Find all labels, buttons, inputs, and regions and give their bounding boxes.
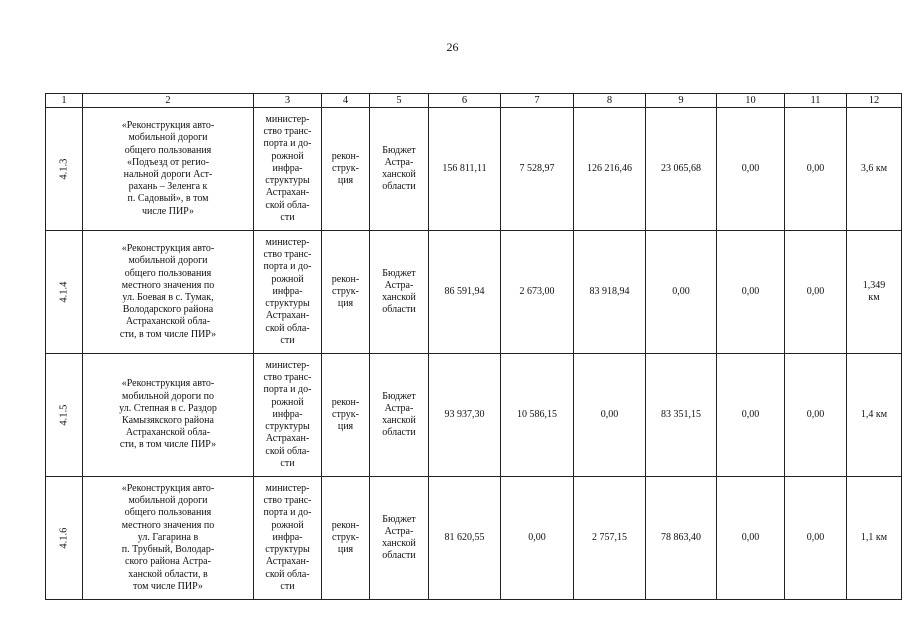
text-line: порта и до-	[263, 261, 312, 273]
text-line: струк-	[332, 531, 359, 543]
text-line: инфра-	[272, 408, 303, 420]
text-line: мобильной дороги	[128, 132, 208, 144]
text-line: 1,1 км	[860, 531, 888, 543]
text-line: «Реконструкция авто-	[121, 243, 215, 255]
work-type-cell	[322, 354, 370, 477]
text-line: ство транс-	[263, 372, 312, 384]
text-line: инфра-	[272, 531, 303, 543]
value-cell-11: 0,00	[785, 108, 847, 231]
value-cell-7: 7 528,97	[501, 108, 574, 231]
text-line: рожной	[271, 519, 304, 531]
text-line: области	[382, 181, 416, 193]
text-line: Астрахан-	[265, 187, 310, 199]
value-cell-10: 0,00	[717, 231, 785, 354]
object-name-cell	[83, 108, 254, 231]
table-row	[46, 231, 902, 354]
table-body	[46, 94, 902, 600]
column-header-1: 1	[46, 94, 83, 108]
object-name-cell	[83, 231, 254, 354]
text-line: числе ПИР»	[141, 205, 194, 217]
value-cell-6: 93 937,30	[429, 354, 501, 477]
text-line: местного значения по	[121, 279, 215, 291]
text-line: сти	[280, 211, 295, 223]
text-line: Бюджет	[382, 390, 416, 402]
text-line: 1,349	[862, 279, 886, 291]
text-line: общего пользования	[124, 507, 212, 519]
row-id: 4.1.4	[57, 281, 69, 303]
text-line: порта и до-	[263, 138, 312, 150]
value-cell-11: 0,00	[785, 477, 847, 600]
length-cell	[847, 354, 902, 477]
text-line: сти	[280, 457, 295, 469]
text-line: структуры	[265, 544, 310, 556]
text-line: ханской	[382, 415, 416, 426]
row-id: 4.1.5	[57, 404, 69, 426]
text-line: рекон-	[331, 273, 360, 285]
text-line: ханской	[382, 169, 416, 180]
text-line: 1,4 км	[860, 408, 888, 420]
text-line: ул. Гагарина в	[137, 531, 199, 543]
column-header-10: 10	[717, 94, 785, 108]
text-line: нальной дороги Аст-	[123, 169, 213, 180]
text-line: мобильной дороги	[128, 495, 208, 507]
text-line: «Реконструкция авто-	[121, 120, 215, 132]
text-line: инфра-	[272, 285, 303, 297]
value-cell-9: 0,00	[646, 231, 717, 354]
column-header-12: 12	[847, 94, 902, 108]
text-line: ул. Боевая в с. Тумак,	[122, 292, 214, 303]
text-line: Астраханской обла-	[125, 427, 211, 439]
text-line: «Реконструкция авто-	[121, 483, 215, 495]
text-line: «Реконструкция авто-	[121, 378, 215, 390]
text-line: мобильной дороги по	[122, 390, 214, 402]
work-type-cell	[322, 231, 370, 354]
value-cell-11: 0,00	[785, 354, 847, 477]
row-id: 4.1.6	[57, 527, 69, 549]
value-cell-7: 10 586,15	[501, 354, 574, 477]
value-cell-9: 78 863,40	[646, 477, 717, 600]
column-header-11: 11	[785, 94, 847, 108]
text-line: п. Трубный, Володар-	[121, 544, 215, 556]
column-header-4: 4	[322, 94, 370, 108]
text-line: струк-	[332, 408, 359, 420]
column-header-9: 9	[646, 94, 717, 108]
text-line: области	[382, 550, 416, 562]
text-line: 3,6 км	[860, 162, 888, 174]
value-cell-9: 23 065,68	[646, 108, 717, 231]
page-number: 26	[446, 40, 459, 54]
length-cell	[847, 477, 902, 600]
data-table	[45, 93, 902, 600]
text-line: Астра-	[384, 156, 414, 168]
value-cell-10: 0,00	[717, 477, 785, 600]
text-line: структуры	[265, 421, 310, 433]
text-line: Астра-	[384, 525, 414, 537]
text-line: ханской	[382, 538, 416, 549]
value-cell-7: 0,00	[501, 477, 574, 600]
text-line: «Подъезд от регио-	[126, 156, 210, 168]
value-cell-8: 2 757,15	[574, 477, 646, 600]
text-line: министер-	[265, 360, 310, 372]
row-id: 4.1.3	[57, 158, 69, 180]
text-line: Володарского района	[122, 304, 214, 316]
column-header-2: 2	[83, 94, 254, 108]
text-line: министер-	[265, 483, 310, 495]
length-cell	[847, 108, 902, 231]
text-line: Астрахан-	[265, 433, 310, 445]
text-line: области	[382, 304, 416, 316]
text-line: ханской	[382, 292, 416, 303]
text-line: сти, в том числе ПИР»	[119, 328, 217, 340]
row-id-cell	[46, 231, 83, 354]
text-line: ция	[337, 298, 354, 310]
column-header-5: 5	[370, 94, 429, 108]
value-cell-8: 0,00	[574, 354, 646, 477]
text-line: Астрахан-	[265, 556, 310, 568]
value-cell-6: 156 811,11	[429, 108, 501, 231]
text-line: местного значения по	[121, 519, 215, 531]
value-cell-10: 0,00	[717, 354, 785, 477]
funding-source-cell	[370, 477, 429, 600]
length-cell	[847, 231, 902, 354]
funding-source-cell	[370, 231, 429, 354]
text-line: общего пользования	[124, 144, 212, 156]
row-id-cell	[46, 354, 83, 477]
table-row	[46, 108, 902, 231]
text-line: ция	[337, 421, 354, 433]
agency-cell	[254, 108, 322, 231]
value-cell-8: 83 918,94	[574, 231, 646, 354]
text-line: рекон-	[331, 519, 360, 531]
text-line: общего пользования	[124, 267, 212, 279]
text-line: структуры	[265, 298, 310, 310]
value-cell-10: 0,00	[717, 108, 785, 231]
header-row	[46, 94, 902, 108]
text-line: ской обла-	[265, 199, 310, 211]
value-cell-9: 83 351,15	[646, 354, 717, 477]
column-header-6: 6	[429, 94, 501, 108]
text-line: Бюджет	[382, 513, 416, 525]
row-id-cell	[46, 477, 83, 600]
agency-cell	[254, 477, 322, 600]
object-name-cell	[83, 477, 254, 600]
text-line: порта и до-	[263, 507, 312, 519]
text-line: Астрахан-	[265, 310, 310, 322]
text-line: мобильной дороги	[128, 255, 208, 267]
value-cell-7: 2 673,00	[501, 231, 574, 354]
text-line: сти, в том числе ПИР»	[119, 439, 217, 451]
funding-source-cell	[370, 108, 429, 231]
column-header-8: 8	[574, 94, 646, 108]
text-line: ул. Степная в с. Раздор	[119, 402, 217, 414]
value-cell-6: 81 620,55	[429, 477, 501, 600]
text-line: ской обла-	[265, 568, 310, 580]
text-line: порта и до-	[263, 384, 312, 396]
text-line: министер-	[265, 114, 310, 126]
row-id-cell	[46, 108, 83, 231]
value-cell-11: 0,00	[785, 231, 847, 354]
table-row	[46, 477, 902, 600]
text-line: Астра-	[384, 402, 414, 414]
agency-cell	[254, 231, 322, 354]
text-line: ханской области, в	[128, 568, 208, 580]
value-cell-8: 126 216,46	[574, 108, 646, 231]
text-line: ство транс-	[263, 249, 312, 261]
text-line: струк-	[332, 285, 359, 297]
text-line: министер-	[265, 237, 310, 249]
text-line: ской обла-	[265, 322, 310, 334]
text-line: Бюджет	[382, 144, 416, 156]
text-line: структуры	[265, 175, 310, 187]
funding-source-cell	[370, 354, 429, 477]
text-line: ство транс-	[263, 126, 312, 138]
text-line: рахань – Зеленга к	[128, 181, 208, 193]
text-line: км	[868, 292, 880, 303]
text-line: области	[382, 427, 416, 439]
text-line: рожной	[271, 273, 304, 285]
text-line: Астраханской обла-	[125, 316, 211, 328]
text-line: ция	[337, 175, 354, 187]
value-cell-6: 86 591,94	[429, 231, 501, 354]
text-line: инфра-	[272, 162, 303, 174]
text-line: сти	[280, 334, 295, 346]
text-line: рожной	[271, 150, 304, 162]
text-line: том числе ПИР»	[133, 580, 203, 592]
text-line: сти	[280, 580, 295, 592]
text-line: рекон-	[331, 396, 360, 408]
text-line: Бюджет	[382, 267, 416, 279]
table-row	[46, 354, 902, 477]
agency-cell	[254, 354, 322, 477]
text-line: рекон-	[331, 150, 360, 162]
text-line: рожной	[271, 396, 304, 408]
object-name-cell	[83, 354, 254, 477]
text-line: п. Садовый», в том	[127, 193, 209, 205]
text-line: ство транс-	[263, 495, 312, 507]
text-line: ского района Астра-	[125, 556, 211, 568]
text-line: ской обла-	[265, 445, 310, 457]
text-line: струк-	[332, 162, 359, 174]
column-header-7: 7	[501, 94, 574, 108]
text-line: Астра-	[384, 279, 414, 291]
work-type-cell	[322, 108, 370, 231]
text-line: Камызякского района	[122, 415, 214, 426]
text-line: ция	[337, 544, 354, 556]
work-type-cell	[322, 477, 370, 600]
column-header-3: 3	[254, 94, 322, 108]
